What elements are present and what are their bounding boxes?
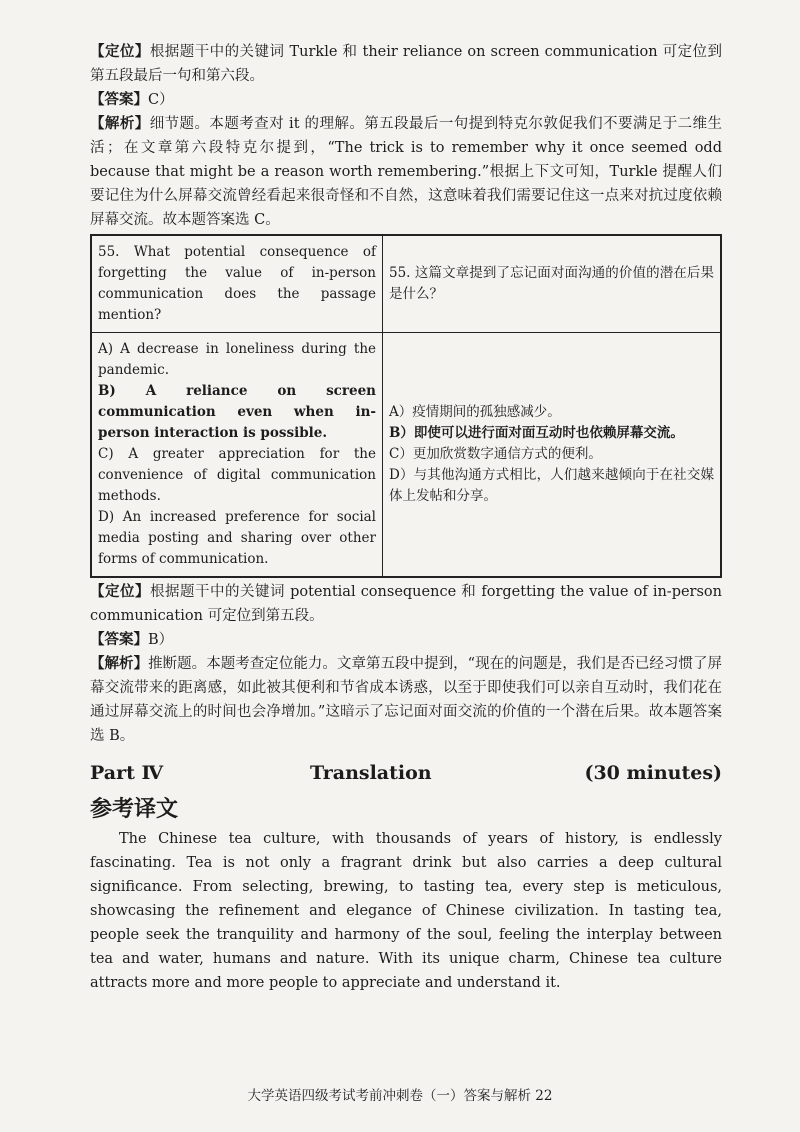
page-footer: 大学英语四级考试考前冲刺卷（一）答案与解析 22 bbox=[247, 1088, 553, 1104]
locate-paragraph-1 bbox=[90, 40, 722, 88]
analysis-text: 推断题。本题考查定位能力。文章第五段中提到，“现在的问题是，我们是否已经习惯了屏幕交流带来的距离感，如此被其便利和节省成本诱惑，以至于即使我们可以亲自互动时，我们花在通过屏幕交流上的时间也会净增加。”这暗示了忘记面对面交流的价值的一个潜在后果。故本题答案选 B。 bbox=[90, 656, 722, 744]
locate-text: 根据题干中的关键词 Turkle 和 their reliance on screen communication 可定位到第五段最后一句和第六段。 bbox=[90, 44, 723, 84]
options-zh bbox=[383, 333, 722, 578]
answer-text: B） bbox=[148, 632, 174, 648]
options-en bbox=[91, 333, 383, 578]
part-time: (30 minutes) bbox=[584, 762, 722, 784]
option-en-b: B) A reliance on screen communication even when in-person interaction is possible. bbox=[98, 383, 376, 441]
analysis-paragraph-2 bbox=[90, 652, 722, 748]
answer-paragraph-2 bbox=[90, 628, 722, 652]
locate-tag: 【定位】 bbox=[90, 583, 150, 600]
option-zh-a: A）疫情期间的孤独感减少。 bbox=[389, 404, 561, 420]
locate-text: 根据题干中的关键词 potential consequence 和 forgetting the value of in-person communication 可定位到第五段。 bbox=[90, 584, 722, 624]
analysis-text: 细节题。本题考查对 it 的理解。第五段最后一句提到特克尔敦促我们不要满足于二维生活；在文章第六段特克尔提到，“The trick is to remember why it once seemed odd because that might be a reason worth remembering.”根据上下文可知，Turkle 提醒人们要记住为什么屏幕交流曾经看起来很奇怪和不自然，这意味着我们需要记住这一点来对抗过度依赖屏幕交流。故本题答案选 C。 bbox=[90, 116, 722, 228]
question-zh: 55. 这篇文章提到了忘记面对面沟通的价值的潜在后果是什么？ bbox=[383, 235, 722, 333]
question-en: 55. What potential consequence of forgetting the value of in-person communication does the passage mention? bbox=[91, 235, 383, 333]
locate-tag: 【定位】 bbox=[90, 43, 150, 60]
analysis-tag: 【解析】 bbox=[90, 655, 149, 672]
translation-paragraph: The Chinese tea culture, with thousands of years of history, is endlessly fascinating. Tea is not only a fragrant drink but also carries a deep cultural significance. From selecting, brewing, to tasting tea, every step is meticulous, showcasing the refinement and elegance of Chinese civilization. In tasting tea, people seek the tranquility and harmony of the soul, feeling the interplay between tea and water, humans and nature. With its unique charm, Chinese tea culture attracts more and more people to appreciate and understand it. bbox=[90, 831, 722, 991]
part-heading bbox=[90, 762, 722, 784]
part-label: Part Ⅳ bbox=[90, 762, 164, 784]
question-55-table bbox=[90, 234, 722, 578]
analysis-tag: 【解析】 bbox=[90, 115, 150, 132]
analysis-paragraph-1 bbox=[90, 112, 722, 232]
answer-text: C） bbox=[148, 92, 174, 108]
answer-paragraph-1 bbox=[90, 88, 722, 112]
locate-paragraph-2 bbox=[90, 580, 722, 628]
answer-tag: 【答案】 bbox=[90, 91, 148, 108]
section-title: 参考译文 bbox=[90, 797, 179, 822]
option-en-d: D) An increased preference for social media posting and sharing over other forms of communication. bbox=[98, 509, 376, 567]
option-zh-d: D）与其他沟通方式相比，人们越来越倾向于在社交媒体上发帖和分享。 bbox=[389, 467, 714, 504]
option-en-c: C) A greater appreciation for the convenience of digital communication methods. bbox=[98, 446, 376, 504]
option-en-a: A) A decrease in loneliness during the pandemic. bbox=[98, 341, 376, 378]
answer-tag: 【答案】 bbox=[90, 631, 148, 648]
option-zh-b: B）即使可以进行面对面互动时也依赖屏幕交流。 bbox=[389, 425, 684, 441]
option-zh-c: C）更加欣赏数字通信方式的便利。 bbox=[389, 446, 602, 462]
part-name: Translation bbox=[310, 762, 432, 784]
